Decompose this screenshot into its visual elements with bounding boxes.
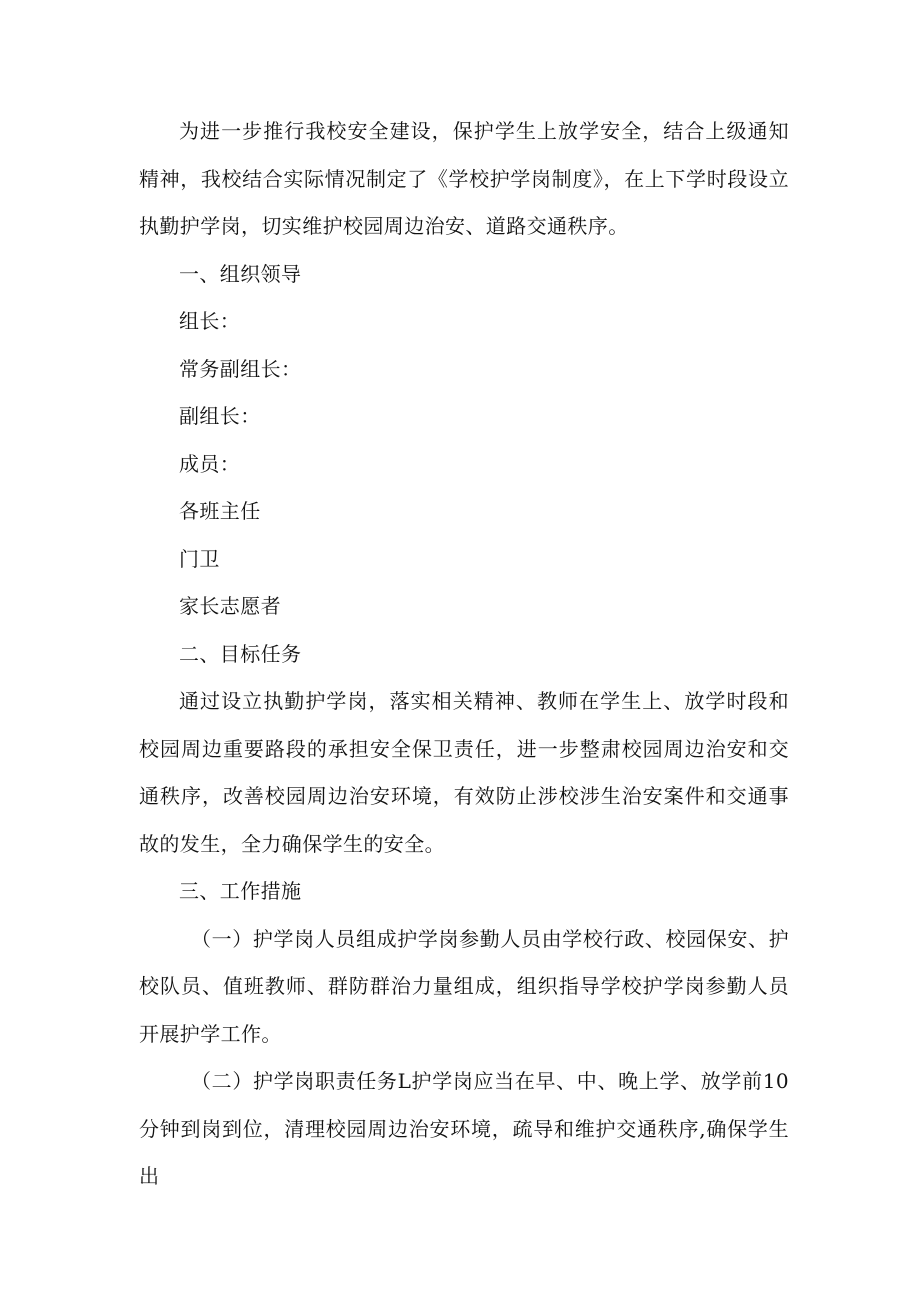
document-body	[139, 108, 789, 1201]
goals-paragraph: 通过设立执勤护学岗，落实相关精神、教师在学生上、放学时段和校园周边重要路段的承担安全保卫责任，进一步整肃校园周边治安和交通秩序，改善校园周边治安环境，有效防止涉校涉生治安案件和交通事故的发生，全力确保学生的安全。	[139, 689, 789, 856]
measure-2-paragraph: （二）护学岗职责任务L护学岗应当在早、中、晚上学、放学前10分钟到岗到位，清理校园周边治安环境，疏导和维护交通秩序,确保学生出	[139, 1069, 789, 1188]
section-heading-measures: 三、工作措施	[179, 879, 302, 903]
executive-deputy-leader-line: 常务副组长：	[179, 356, 302, 381]
member-gatekeeper: 门卫	[179, 546, 220, 571]
members-line: 成员：	[179, 451, 241, 476]
member-class-teachers: 各班主任	[179, 499, 261, 523]
section-heading-organization: 一、组织领导	[179, 261, 302, 286]
intro-paragraph: 为进一步推行我校安全建设，保护学生上放学安全，结合上级通知精神，我校结合实际情况制定了《学校护学岗制度》，在上下学时段设立执勤护学岗，切实维护校园周边治安、道路交通秩序。	[139, 119, 789, 238]
measure-1-paragraph: （一）护学岗人员组成护学岗参勤人员由学校行政、校园保安、护校队员、值班教师、群防群治力量组成，组织指导学校护学岗参勤人员开展护学工作。	[139, 926, 789, 1046]
deputy-leader-line: 副组长：	[179, 404, 261, 428]
section-heading-goals: 二、目标任务	[179, 641, 302, 666]
member-parent-volunteers: 家长志愿者	[179, 594, 281, 618]
leader-line: 组长：	[179, 309, 241, 333]
